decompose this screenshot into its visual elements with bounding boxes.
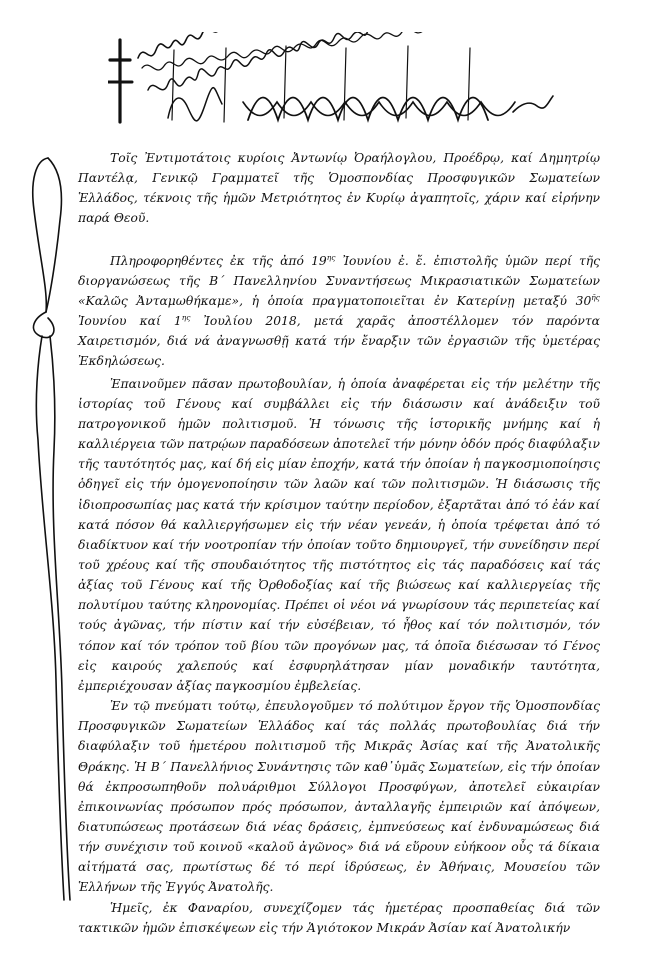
announcement-text-c: Ἰουνίου καί 1 xyxy=(78,314,182,329)
paragraph-blessing: Ἐν τῷ πνεύματι τούτῳ, ἐπευλογοῦμεν τό πολύτιμον ἔργον τῆς Ὁμοσπονδίας Προσφυγικῶν Σωματείων Ἑλλάδος καί τάς πολλάς πρωτοβουλίας διά τήν διαφύλαξιν τοῦ ἡμετέρου πολιτισμοῦ τῆς Μικρᾶς Ἀσίας καί τῆς Ἀνατολικῆς Θράκης. Ἡ Β΄ Πανελλήνιος Συνάντησις τῶν καθ᾿ὑμᾶς Σωματείων, εἰς τήν ὁποίαν θά ἐκπροσωπηθοῦν πολυάριθμοι Σύλλογοι Προσφύγων, ἀποτελεῖ εὐκαιρίαν ἐπικοινωνίας πρόσωπον πρός πρόσωπον, ἀνταλλαγῆς ἐμπειριῶν καί ἀπόψεων, διατυπώσεως προτάσεων διά νέας δράσεις, ἐμπνεύσεως καί ἐνδυναμώσεως διά τήν συνέχισιν τοῦ κοινοῦ «καλοῦ ἀγῶνος» διά νά εὕρουν εὐήκοον οὖς τά δίκαια αἰτήματά σας, πρωτίστως δέ τό περί ἱδρύσεως, ἐν Ἀθήναις, Μουσείου τῶν Ἑλλήνων τῆς Ἐγγύς Ἀνατολῆς. xyxy=(78,699,600,895)
ordinal-suffix: ῆς xyxy=(591,292,600,302)
salutation-paragraph: Τοῖς Ἐντιμοτάτοις κυρίοις Ἀντωνίῳ Ὀραήλογλου, Προέδρῳ, καί Δημητρίῳ Παντέλᾳ, Γενικῷ Γραμματεῖ τῆς Ὁμοσπονδίας Προσφυγικῶν Σωματείων Ἑλλάδος, τέκνοις τῆς ἡμῶν Μετριότητος ἐν Κυρίῳ ἀγαπητοῖς, χάριν καί εἰρήνην παρά Θεοῦ. xyxy=(78,151,600,226)
announcement-text-d: Ἰουλίου 2018, μετά χαρᾶς ἀποστέλλομεν τόν παρόντα Χαιρετισμόν, διά νά ἀναγνωσθῇ κατά τήν ἔναρξιν τῶν ἐργασιῶν τῆς ὑμετέρας Ἐκδηλώσεως. xyxy=(78,314,600,369)
paragraph-efforts: Ἡμεῖς, ἐκ Φαναρίου, συνεχίζομεν τάς ἡμετέρας προσπαθείας διά τῶν τακτικῶν ἡμῶν ἐπισκέψεων εἰς τήν Ἁγιότοκον Μικράν Ἀσίαν καί Ἀνατολικήν xyxy=(78,900,600,935)
letter-body xyxy=(78,148,600,938)
ordinal-suffix: ης xyxy=(326,252,336,262)
announcement-text-a: Πληροφορηθέντες ἐκ τῆς ἀπό 19 xyxy=(110,253,327,268)
ordinal-suffix: ης xyxy=(181,313,191,322)
paragraph-praise: Ἐπαινοῦμεν πᾶσαν πρωτοβουλίαν, ἡ ὁποία ἀναφέρεται εἰς τήν μελέτην τῆς ἱστορίας τοῦ Γένους καί συμβάλλει εἰς τήν διάσωσιν καί ἀνάδειξιν τοῦ πατρογονικοῦ ἡμῶν πολιτισμοῦ. Ἡ τόνωσις τῆς ἱστορικῆς μνήμης καί ἡ καλλιέργεια τῶν πατρῴων παραδόσεων ἀποτελεῖ τήν μόνην ὁδόν πρός διαφύλαξιν τῆς ταυτότητός μας, καί δή εἰς μίαν ἐποχήν, κατά τήν ὁποίαν ἡ παγκοσμιοποίησις ὁδηγεῖ εἰς τήν ὁμογενοποίησιν τῶν λαῶν καί τῶν πολιτισμῶν. Ἡ διάσωσις τῆς ἰδιοπροσωπίας μας κατά τήν κρίσιμον ταύτην περίοδον, ἐξαρτᾶται ἀπό τό ἐάν καί κατά πόσον θά καλλιεργήσωμεν εἰς τήν νέαν γενεάν, ἡ ὁποία τρέφεται ἀπό τό διαδίκτυον καί τήν νοοτροπίαν τήν ὁποίαν τοῦτο δημιουργεῖ, τήν συνείδησιν περί τοῦ χρέους καί τῆς σπουδαιότητος τῆς πιστότητος εἰς τάς παραδόσεις καί τάς ἀξίας τοῦ Γένους καί τῆς Ὀρθοδοξίας καί τῆς βιώσεως καί καλλιεργείας τῆς πολυτίμου ταύτης κληρονομίας. Πρέπει οἱ νέοι νά γνωρίσουν τάς περιπετείας καί τούς ἀγῶνας, τήν πίστιν καί τήν εὐσέβειαν, τό ἦθος καί τόν πολιτισμόν, τόν τόπον καί τόν τρόπον τοῦ βίου τῶν προγόνων μας, τά ὁποῖα διέσωσαν τό Γένος εἰς καιρούς χαλεπούς καί ἐσφυρηλάτησαν μίαν μοναδικήν ταυτότητα, ἐμπεριέχουσαν ἀξίας παγκοσμίου ἐμβελείας. xyxy=(78,376,600,693)
paragraph-announcement xyxy=(78,251,600,372)
announcement-text-b: Ἰουνίου ἐ. ἔ. ἐπιστολῆς ὑμῶν περί τῆς διοργανώσεως τῆς Β΄ Πανελληνίου Συναντήσεως Μικρασιατικῶν Σωματείων «Καλῶς Ἀνταμωθήκαμε», ἡ ὁποία πραγματοποιεῖται ἐν Κατερίνῃ μεταξύ 30 xyxy=(78,253,601,308)
patriarch-signature xyxy=(108,32,558,127)
